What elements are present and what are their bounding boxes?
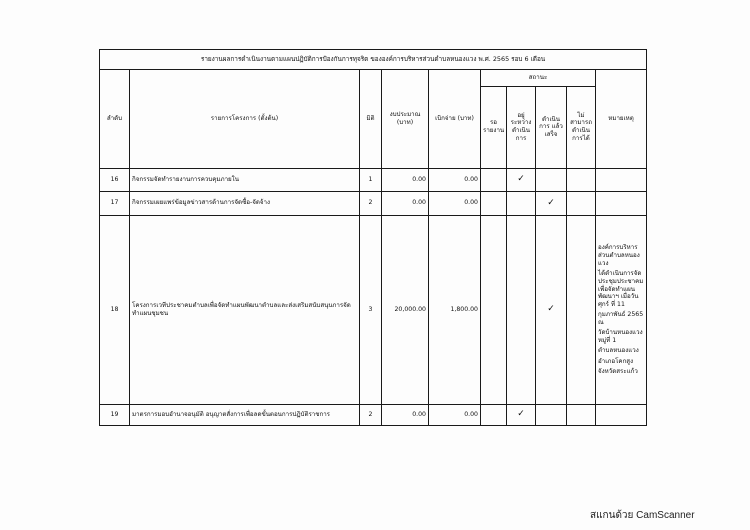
row-status-in-progress [507,215,536,404]
row-status-waiting [481,191,507,215]
row-dimension: 2 [360,404,382,425]
row-spent: 0.00 [429,191,481,215]
camscanner-watermark: สแกนด้วย CamScanner [590,510,695,521]
row-status-waiting [481,168,507,191]
row-project-name: กิจกรรมจัดทำรายงานการควบคุมภายใน [130,168,360,191]
header-status-waiting: รอ รายงาน [481,86,507,168]
header-status-completed: ดำเนิน การ แล้วเสร็จ [536,86,567,168]
table-row [100,404,647,425]
anti-corruption-report-table [99,49,647,426]
header-status-in-progress: อยู่ ระหว่าง ดำเนิน การ [507,86,536,168]
header-spent: เบิกจ่าย (บาท) [429,69,481,168]
row-remark [596,168,647,191]
row-status-not-possible [567,404,596,425]
header-order: ลำดับ [100,69,130,168]
row-project-name: มาตรการมอบอำนาจอนุมัติ อนุญาตสั่งการเพื่อลดขั้นตอนการปฏิบัติราชการ [130,404,360,425]
remark-line: องค์การบริหารส่วนตำบลหนองแวง [598,244,640,267]
table-row [100,191,647,215]
row-budget: 0.00 [382,404,429,425]
row-status-in-progress [507,191,536,215]
row-status-completed-check-icon: ✓ [536,191,567,215]
header-status-not-possible: ไม่ สามารถ ดำเนิน การได้ [567,86,596,168]
row-status-completed [536,168,567,191]
row-number: 17 [100,191,130,215]
remark-line: กุมภาพันธ์ 2565 ณ [598,311,644,327]
row-status-not-possible [567,191,596,215]
row-dimension: 3 [360,215,382,404]
row-spent: 0.00 [429,404,481,425]
row-status-completed [536,404,567,425]
row-status-in-progress-check-icon: ✓ [507,168,536,191]
table-row [100,215,647,404]
header-remarks: หมายเหตุ [596,69,647,168]
row-dimension: 2 [360,191,382,215]
remark-line: วัดบ้านหนองแวง หมู่ที่ 1 [598,329,643,345]
row-remark [596,404,647,425]
row-status-completed-check-icon: ✓ [536,215,567,404]
report-title: รายงานผลการดำเนินงานตามแผนปฏิบัติการป้องกันการทุจริต ขององค์การบริหารส่วนตำบลหนองแวง พ.ศ. 2565 รอบ 6 เดือน [100,50,647,70]
table-row [100,168,647,191]
remark-line: ได้ดำเนินการจัดประชุมประชาคมเพื่อจัดทำแผนพัฒนาฯ เมื่อวันศุกร์ ที่ 11 [598,270,644,309]
row-remark [596,215,647,404]
row-status-waiting [481,404,507,425]
remark-line: ตำบลหนองแวง [598,347,639,355]
row-status-not-possible [567,215,596,404]
row-budget: 20,000.00 [382,215,429,404]
row-status-not-possible [567,168,596,191]
remark-line: อำเภอโคกสูง [598,357,634,365]
row-number: 19 [100,404,130,425]
row-number: 16 [100,168,130,191]
row-budget: 0.00 [382,191,429,215]
row-status-in-progress-check-icon: ✓ [507,404,536,425]
row-project-name: กิจกรรมเผยแพร่ข้อมูลข่าวสารด้านการจัดซื้อ-จัดจ้าง [130,191,360,215]
row-status-waiting [481,215,507,404]
row-spent: 0.00 [429,168,481,191]
row-remark [596,191,647,215]
row-spent: 1,800.00 [429,215,481,404]
header-status: สถานะ [481,69,596,86]
header-dimension: มิติ [360,69,382,168]
header-budget: งบประมาณ (บาท) [382,69,429,168]
row-number: 18 [100,215,130,404]
row-project-name: โครงการเวทีประชาคมตำบลเพื่อจัดทำแผนพัฒนาตำบลและส่งเสริมสนับสนุนการจัดทำแผนชุมชน [130,215,360,404]
row-budget: 0.00 [382,168,429,191]
row-dimension: 1 [360,168,382,191]
remark-line: จังหวัดสระแก้ว [598,367,638,375]
header-project: รายการโครงการ (ตั้งต้น) [130,69,360,168]
